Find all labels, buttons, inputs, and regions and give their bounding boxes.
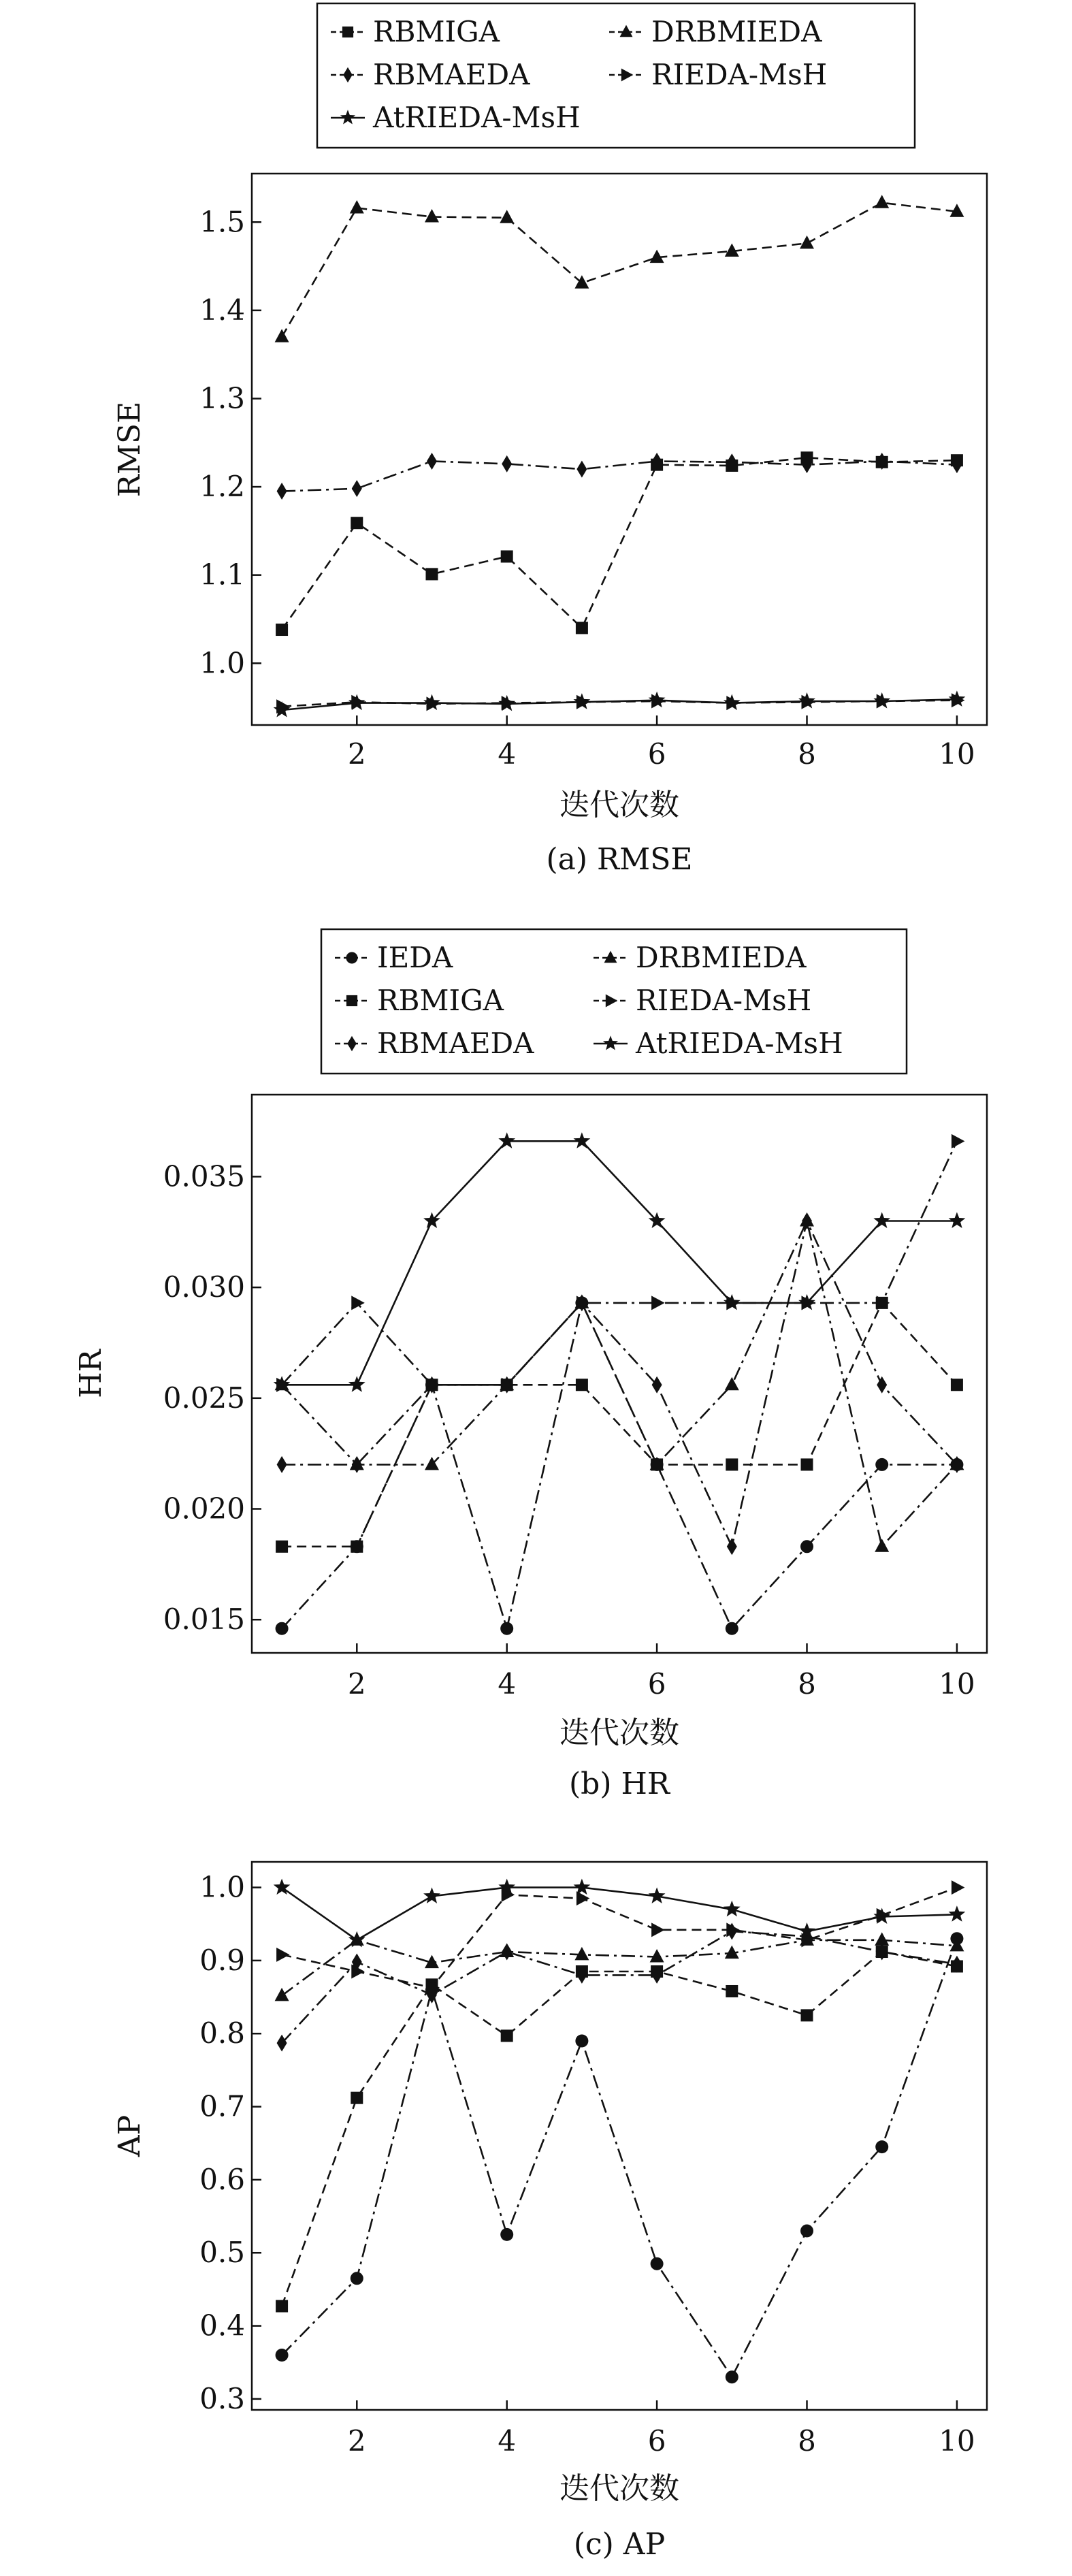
data-point: [651, 2257, 664, 2270]
legend-label: AtRIEDA-MsH: [636, 1027, 843, 1060]
legend-label: IEDA: [377, 941, 453, 974]
data-point: [425, 568, 438, 580]
legend-label: RBMIGA: [373, 15, 500, 48]
panel-caption: (a) RMSE: [546, 842, 693, 877]
data-point: [351, 517, 363, 529]
x-axis-label: 迭代次数: [559, 1716, 679, 1750]
data-point: [276, 624, 288, 636]
x-tick-label: 10: [939, 1667, 975, 1701]
x-tick-label: 4: [498, 737, 517, 771]
data-point: [351, 2272, 363, 2285]
data-point: [576, 622, 588, 634]
legend-marker: [346, 995, 357, 1006]
y-tick-label: 1.0: [199, 646, 245, 680]
data-point: [801, 1458, 813, 1470]
y-tick-label: 1.5: [199, 205, 245, 239]
panel-caption: (b) HR: [569, 1767, 670, 1801]
legend-label: RIEDA-MsH: [651, 58, 828, 91]
x-tick-label: 6: [647, 737, 666, 771]
x-tick-label: 6: [647, 1667, 666, 1701]
y-tick-label: 0.5: [199, 2236, 245, 2270]
y-tick-label: 1.0: [199, 1870, 245, 1904]
data-point: [501, 550, 513, 562]
legend-marker: [342, 27, 353, 37]
legend-label: DRBMIEDA: [651, 15, 822, 48]
data-point: [276, 1541, 288, 1553]
data-point: [276, 2300, 288, 2313]
x-tick-label: 2: [347, 2424, 366, 2458]
x-tick-label: 10: [939, 737, 975, 771]
legend-label: AtRIEDA-MsH: [373, 101, 581, 134]
x-tick-label: 10: [939, 2424, 975, 2458]
y-tick-label: 0.3: [199, 2381, 245, 2415]
data-point: [800, 2225, 813, 2238]
y-tick-label: 0.4: [199, 2308, 245, 2342]
legend-marker: [346, 952, 357, 963]
x-tick-label: 4: [498, 1667, 517, 1701]
x-axis-label: 迭代次数: [559, 2471, 679, 2506]
x-axis-label: 迭代次数: [559, 788, 679, 822]
y-tick-label: 0.7: [199, 2089, 245, 2123]
y-tick-label: 0.9: [199, 1943, 245, 1977]
data-point: [501, 2029, 513, 2042]
y-tick-label: 1.2: [199, 470, 245, 504]
data-point: [875, 2140, 888, 2153]
data-point: [276, 1622, 289, 1635]
y-axis-label: AP: [112, 2114, 147, 2157]
data-point: [800, 1540, 813, 1553]
data-point: [576, 1379, 588, 1391]
x-tick-label: 2: [347, 737, 366, 771]
y-tick-label: 0.035: [163, 1159, 245, 1193]
data-point: [500, 1622, 513, 1635]
data-point: [875, 1458, 888, 1471]
y-tick-label: 0.025: [163, 1381, 245, 1415]
y-tick-label: 0.020: [163, 1492, 245, 1526]
y-tick-label: 1.4: [199, 293, 245, 327]
x-tick-label: 2: [347, 1667, 366, 1701]
x-tick-label: 4: [498, 2424, 517, 2458]
data-point: [575, 2034, 588, 2047]
data-point: [351, 1541, 363, 1553]
x-tick-label: 8: [798, 737, 816, 771]
legend-label: DRBMIEDA: [636, 941, 807, 974]
y-axis-label: HR: [74, 1349, 108, 1398]
y-tick-label: 1.1: [199, 558, 245, 592]
data-point: [276, 2349, 289, 2362]
data-point: [726, 1458, 738, 1470]
data-point: [801, 2009, 813, 2021]
y-tick-label: 0.015: [163, 1603, 245, 1637]
data-point: [726, 1985, 738, 1997]
y-axis-label: RMSE: [112, 401, 147, 498]
y-tick-label: 0.6: [199, 2162, 245, 2196]
y-tick-label: 0.030: [163, 1270, 245, 1304]
x-tick-label: 8: [798, 2424, 816, 2458]
data-point: [500, 2228, 513, 2241]
x-tick-label: 8: [798, 1667, 816, 1701]
data-point: [726, 1622, 738, 1635]
y-tick-label: 1.3: [199, 381, 245, 415]
legend-label: RBMAEDA: [377, 1027, 534, 1060]
data-point: [951, 1379, 963, 1391]
x-tick-label: 6: [647, 2424, 666, 2458]
legend-label: RBMAEDA: [373, 58, 530, 91]
data-point: [351, 2092, 363, 2104]
legend-label: RIEDA-MsH: [636, 984, 812, 1017]
legend: [321, 929, 907, 1074]
legend-label: RBMIGA: [377, 984, 504, 1017]
data-point: [726, 2370, 738, 2383]
y-tick-label: 0.8: [199, 2016, 245, 2050]
panel-caption: (c) AP: [573, 2527, 666, 2562]
legend: [317, 3, 915, 148]
